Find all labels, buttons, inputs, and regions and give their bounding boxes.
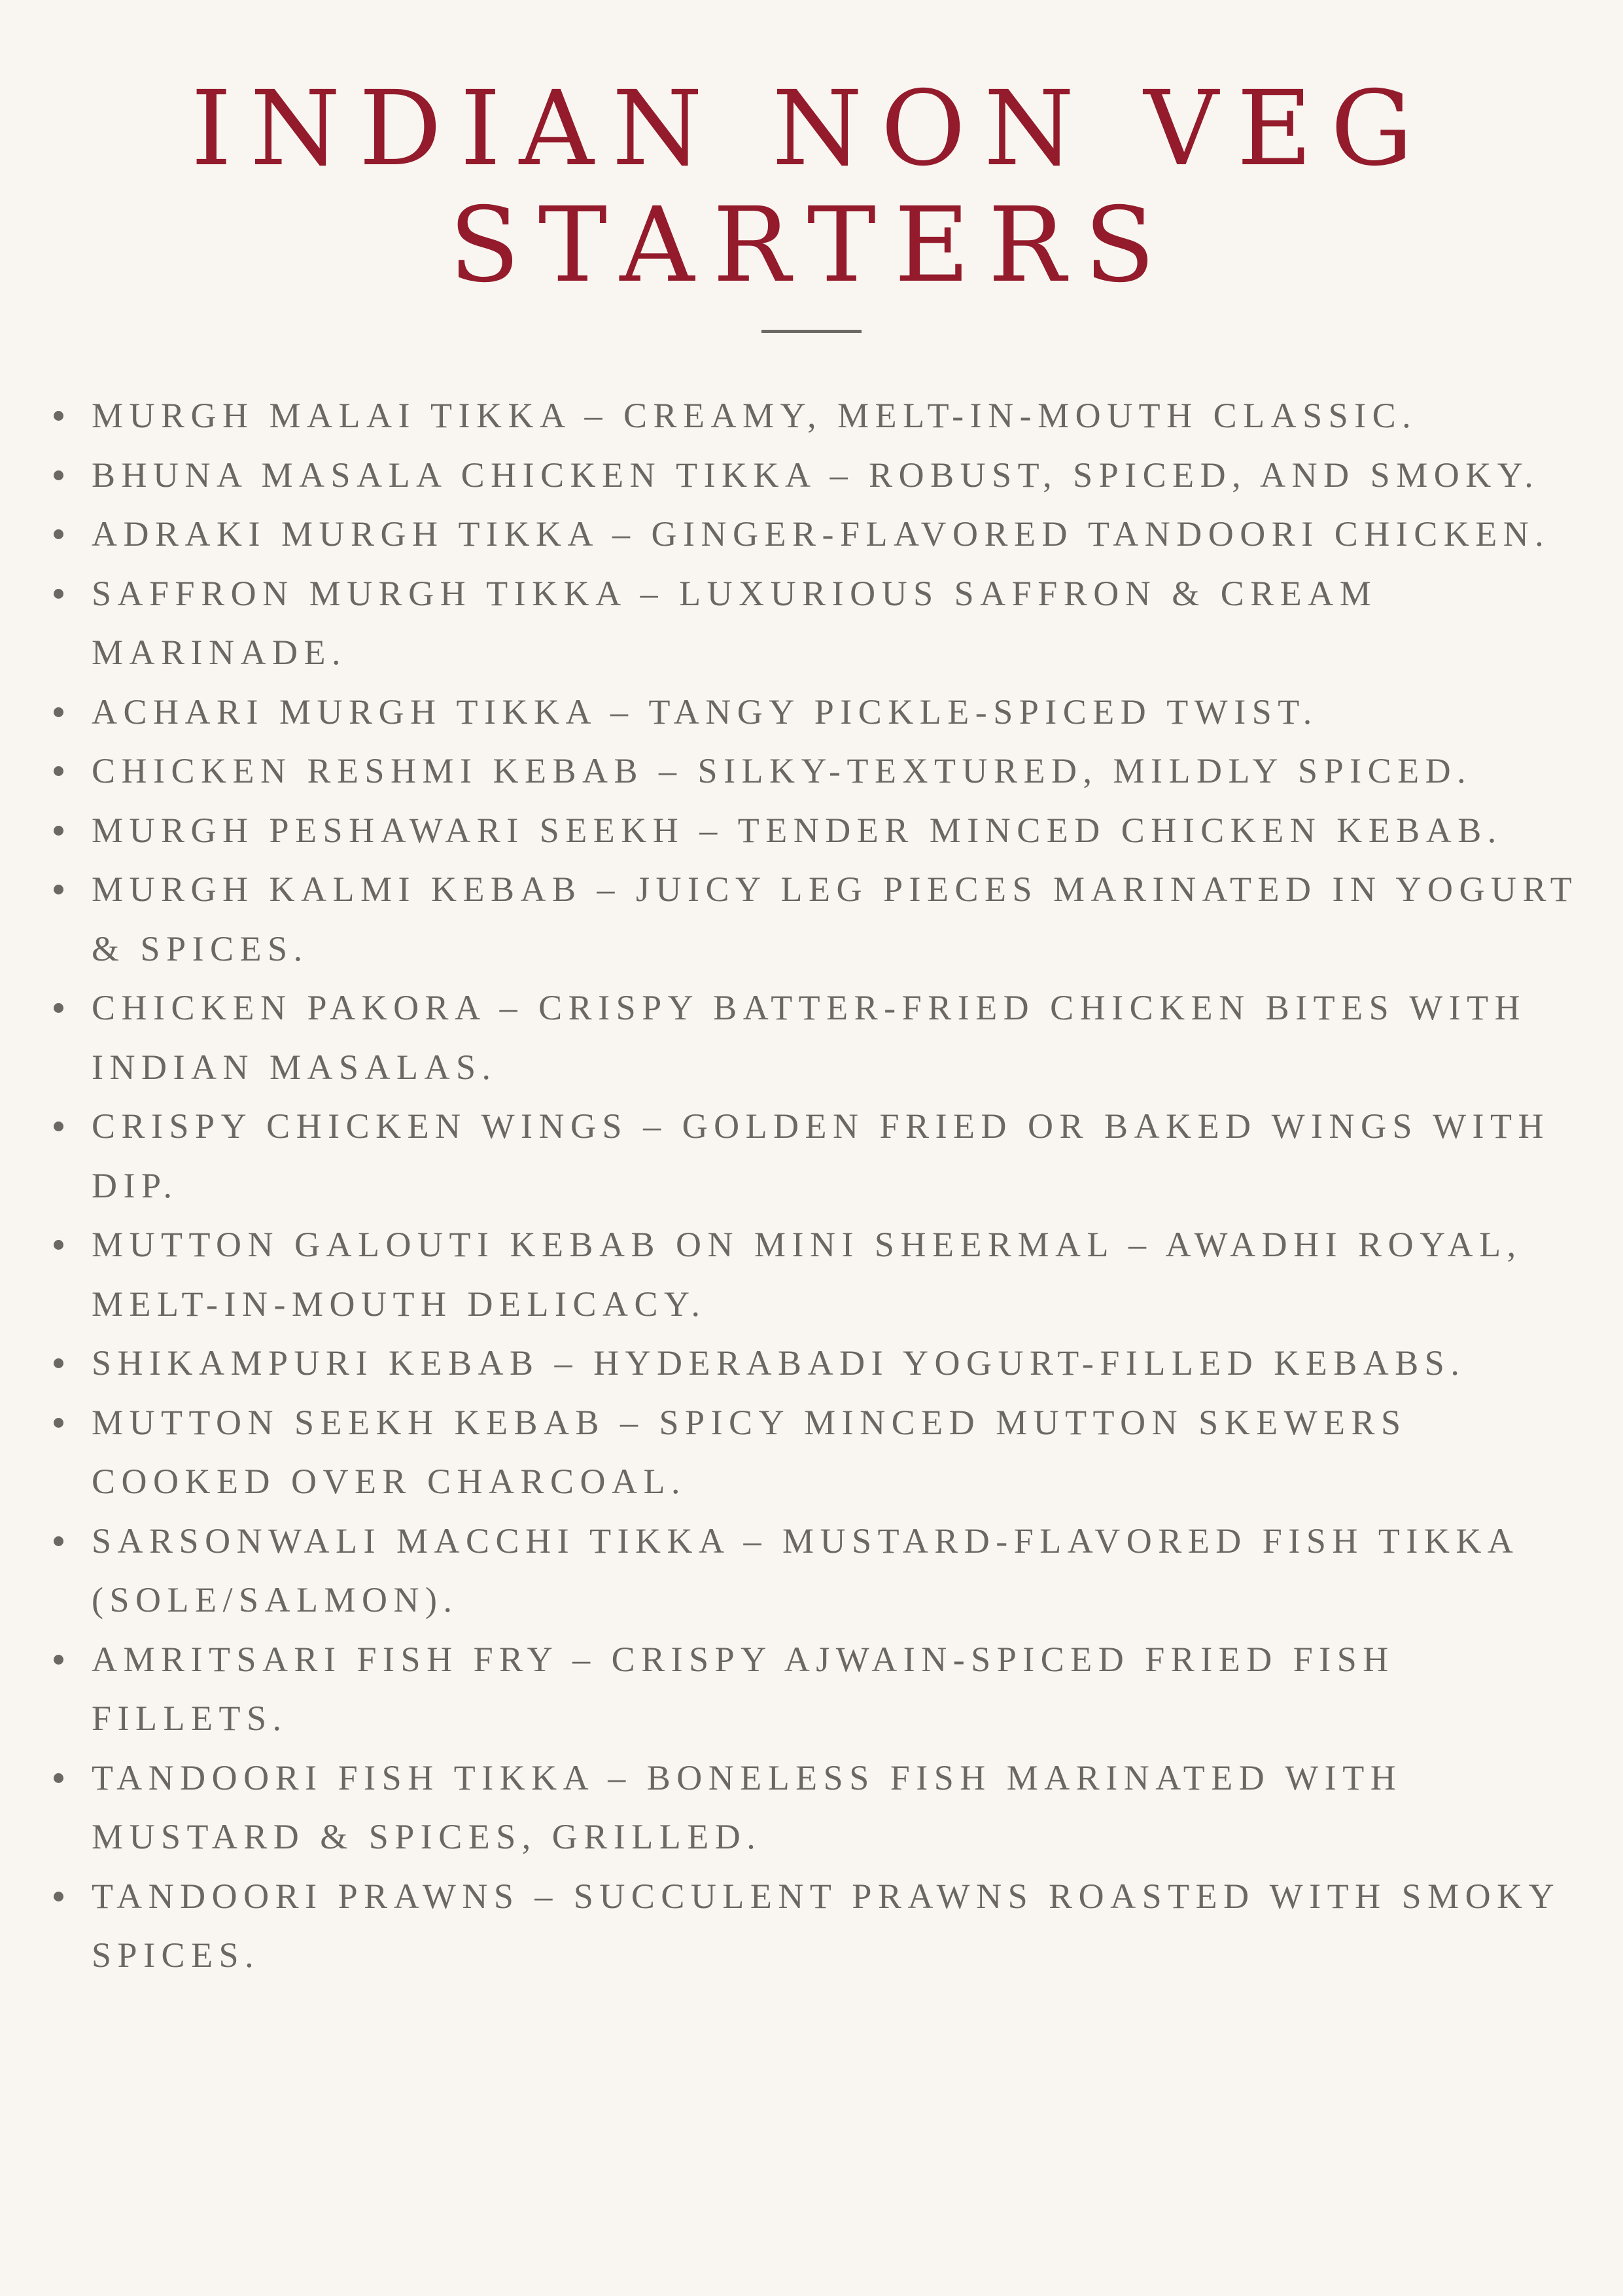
bullet-icon bbox=[54, 411, 63, 421]
list-item bbox=[41, 446, 1597, 505]
bullet-icon bbox=[54, 826, 63, 836]
list-item bbox=[41, 1748, 1597, 1867]
title-divider bbox=[761, 330, 862, 333]
bullet-icon bbox=[54, 1773, 63, 1783]
bullet-icon bbox=[54, 1240, 63, 1250]
bullet-icon bbox=[54, 1892, 63, 1901]
item-text: BHUNA MASALA CHICKEN TIKKA – ROBUST, SPICED, AND SMOKY. bbox=[92, 455, 1540, 495]
bullet-icon bbox=[54, 1358, 63, 1368]
list-item bbox=[41, 1333, 1597, 1393]
list-item bbox=[41, 978, 1597, 1097]
item-text: SAFFRON MURGH TIKKA – LUXURIOUS SAFFRON & CREAM MARINADE. bbox=[92, 573, 1378, 672]
item-text: AMRITSARI FISH FRY – CRISPY AJWAIN-SPICED FRIED FISH FILLETS. bbox=[92, 1639, 1395, 1738]
list-item bbox=[41, 682, 1597, 742]
list-item bbox=[41, 801, 1597, 860]
item-text: TANDOORI PRAWNS – SUCCULENT PRAWNS ROASTED WITH SMOKY SPICES. bbox=[92, 1876, 1560, 1975]
bullet-icon bbox=[54, 1655, 63, 1665]
list-item bbox=[41, 1215, 1597, 1333]
bullet-icon bbox=[54, 470, 63, 480]
title-line-2: STARTERS bbox=[449, 185, 1174, 306]
item-text: MURGH MALAI TIKKA – CREAMY, MELT-IN-MOUTH CLASSIC. bbox=[92, 396, 1418, 435]
bullet-icon bbox=[54, 885, 63, 894]
list-item bbox=[41, 1097, 1597, 1215]
list-item bbox=[41, 860, 1597, 978]
item-text: ADRAKI MURGH TIKKA – GINGER-FLAVORED TANDOORI CHICKEN. bbox=[92, 514, 1550, 554]
title-line-1: INDIAN NON VEG bbox=[190, 69, 1432, 189]
bullet-icon bbox=[54, 707, 63, 717]
bullet-icon bbox=[54, 1418, 63, 1428]
bullet-icon bbox=[54, 766, 63, 776]
item-text: MUTTON GALOUTI KEBAB ON MINI SHEERMAL – AWADHI ROYAL, MELT-IN-MOUTH DELICACY. bbox=[92, 1225, 1522, 1324]
list-item bbox=[41, 1511, 1597, 1630]
page-title bbox=[92, 71, 1531, 304]
list-item bbox=[41, 1630, 1597, 1748]
item-text: TANDOORI FISH TIKKA – BONELESS FISH MARINATED WITH MUSTARD & SPICES, GRILLED. bbox=[92, 1757, 1403, 1856]
item-text: MURGH PESHAWARI SEEKH – TENDER MINCED CHICKEN KEBAB. bbox=[92, 810, 1503, 850]
list-item bbox=[41, 504, 1597, 564]
item-text: MURGH KALMI KEBAB – JUICY LEG PIECES MARINATED IN YOGURT & SPICES. bbox=[92, 870, 1578, 968]
bullet-icon bbox=[54, 1003, 63, 1013]
list-item bbox=[41, 741, 1597, 801]
item-text: SHIKAMPURI KEBAB – HYDERABADI YOGURT-FILLED KEBABS. bbox=[92, 1343, 1466, 1383]
item-text: SARSONWALI MACCHI TIKKA – MUSTARD-FLAVORED FISH TIKKA (SOLE/SALMON). bbox=[92, 1521, 1518, 1619]
item-text: ACHARI MURGH TIKKA – TANGY PICKLE-SPICED TWIST. bbox=[92, 692, 1318, 732]
item-text: CHICKEN PAKORA – CRISPY BATTER-FRIED CHICKEN BITES WITH INDIAN MASALAS. bbox=[92, 988, 1527, 1087]
bullet-icon bbox=[54, 529, 63, 539]
list-item bbox=[41, 386, 1597, 446]
starters-list bbox=[41, 386, 1597, 1985]
list-item bbox=[41, 564, 1597, 682]
bullet-icon bbox=[54, 589, 63, 599]
item-text: CHICKEN RESHMI KEBAB – SILKY-TEXTURED, MILDLY SPICED. bbox=[92, 751, 1473, 790]
item-text: MUTTON SEEKH KEBAB – SPICY MINCED MUTTON SKEWERS COOKED OVER CHARCOAL. bbox=[92, 1402, 1407, 1501]
bullet-icon bbox=[54, 1536, 63, 1546]
bullet-icon bbox=[54, 1122, 63, 1131]
list-item bbox=[41, 1867, 1597, 1985]
item-text: CRISPY CHICKEN WINGS – GOLDEN FRIED OR BAKED WINGS WITH DIP. bbox=[92, 1106, 1550, 1205]
list-item bbox=[41, 1393, 1597, 1511]
